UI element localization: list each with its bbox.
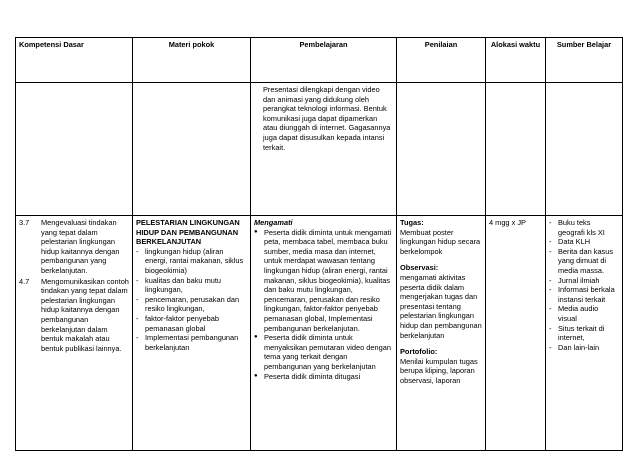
header-materi-pokok: Materi pokok	[133, 38, 251, 83]
list-item: - Jurnal ilmiah	[549, 276, 619, 286]
cell-materi-empty	[133, 83, 251, 216]
cell-pembelajaran	[251, 216, 397, 451]
header-sumber-belajar: Sumber Belajar	[546, 38, 623, 83]
cell-sumber-empty	[546, 83, 623, 216]
kd-item: 4.7 Mengomunikasikan contoh tindakan yang tepat dalam pelestarian lingkungan hidup kaitannya dengan pembangunan berkelanjutan dalam bentuk makalah atau bentuk publikasi lainnya.	[19, 276, 129, 353]
header-kompetensi-dasar: Kompetensi Dasar	[16, 38, 133, 83]
list-item: - lingkungan hidup (aliran energi, rantai makanan, siklus biogeokimia)	[136, 247, 247, 276]
header-pembelajaran: Pembelajaran	[251, 38, 397, 83]
syllabus-table	[15, 37, 623, 451]
mengamati-heading: Mengamati	[254, 218, 293, 227]
list-item: - Dan lain-lain	[549, 343, 619, 353]
header-alokasi-waktu: Alokasi waktu	[486, 38, 546, 83]
list-item: - Implementasi pembangunan berkelanjutan	[136, 333, 247, 352]
list-item: - Media audio visual	[549, 304, 619, 323]
cell-kd-empty	[16, 83, 133, 216]
list-item: - Berita dan kasus yang dimuat di media massa.	[549, 247, 619, 276]
cell-alokasi-waktu: 4 mgg x JP	[486, 216, 546, 451]
presentasi-text: Presentasi dilengkapi dengan video dan animasi yang didukung oleh perangkat teknologi informasi. Bentuk komunikasi juga dapat dipamerkan atau diunggah di internet. Gagasannya juga dapat disusulkan kepada intansi terkait.	[263, 85, 391, 152]
table-row	[16, 216, 623, 451]
pembelajaran-list	[254, 228, 393, 382]
cell-kompetensi-dasar	[16, 216, 133, 451]
tugas-label: Tugas:	[400, 218, 424, 227]
list-item: - Situs terkait di internet,	[549, 324, 619, 343]
cell-alokasi-empty	[486, 83, 546, 216]
list-item: - kualitas dan baku mutu lingkungan,	[136, 276, 247, 295]
list-item: ● Peserta didik diminta untuk mengamati peta, membaca tabel, membaca buku sumber, media masa dan internet, untuk merdapat wawasan tentang lingkungan hidup (aliran energi, rantai makanan, siklus biogeokimia), kualitas dan baku mutu lingkungan, pencemaran, perusakan dan resiko lingkungan, faktor-faktor penyebab pemanasan global, Implementasi pembangunan berkelanjutan.	[254, 228, 393, 334]
cell-penilaian-empty	[397, 83, 486, 216]
observasi-text: mengamati aktivitas peserta didik dalam mengerjakan tugas dan presentasi tentang pelestarian lingkungan hidup dan pembangunan berkelanjutan	[400, 272, 482, 340]
list-item: - faktor-faktor penyebab pemanasan global	[136, 314, 247, 333]
cell-sumber-belajar	[546, 216, 623, 451]
cell-penilaian	[397, 216, 486, 451]
kd-item: 3.7 Mengevaluasi tindakan yang tepat dalam pelestarian lingkungan hidup kaitannya dengan pembangunan yang berkelanjutan.	[19, 218, 120, 275]
list-item: - Buku teks geografi kls XI	[549, 218, 619, 237]
materi-list	[136, 247, 247, 353]
list-item: - Informasi berkala instansi terkait	[549, 285, 619, 304]
materi-title: PELESTARIAN LINGKUNGAN HIDUP DAN PEMBANGUNAN BERKELANJUTAN	[136, 218, 240, 247]
cell-materi-pokok	[133, 216, 251, 451]
list-item: ● Peserta didik diminta untuk menyaksikan pemutaran video dengan tema yang terkait dengan pembangunan yang berkelanjutan	[254, 333, 393, 371]
header-penilaian: Penilaian	[397, 38, 486, 83]
sumber-list	[549, 218, 619, 352]
table-row	[16, 83, 623, 216]
portofolio-label: Portofolio:	[400, 347, 438, 357]
list-item: - pencemaran, perusakan dan resiko lingkungan,	[136, 295, 247, 314]
list-item: ● Peserta didik diminta ditugasi	[254, 372, 393, 382]
cell-pembelajaran-continued	[251, 83, 397, 216]
kd-list	[19, 218, 129, 353]
portofolio-text: Menilai kumpulan tugas berupa kliping, laporan observasi, laporan	[400, 356, 478, 385]
header-row	[16, 38, 623, 83]
tugas-text: Membuat poster lingkungan hidup secara berkelompok	[400, 227, 481, 256]
list-item: - Data KLH	[549, 237, 619, 247]
observasi-label: Observasi:	[400, 263, 439, 273]
